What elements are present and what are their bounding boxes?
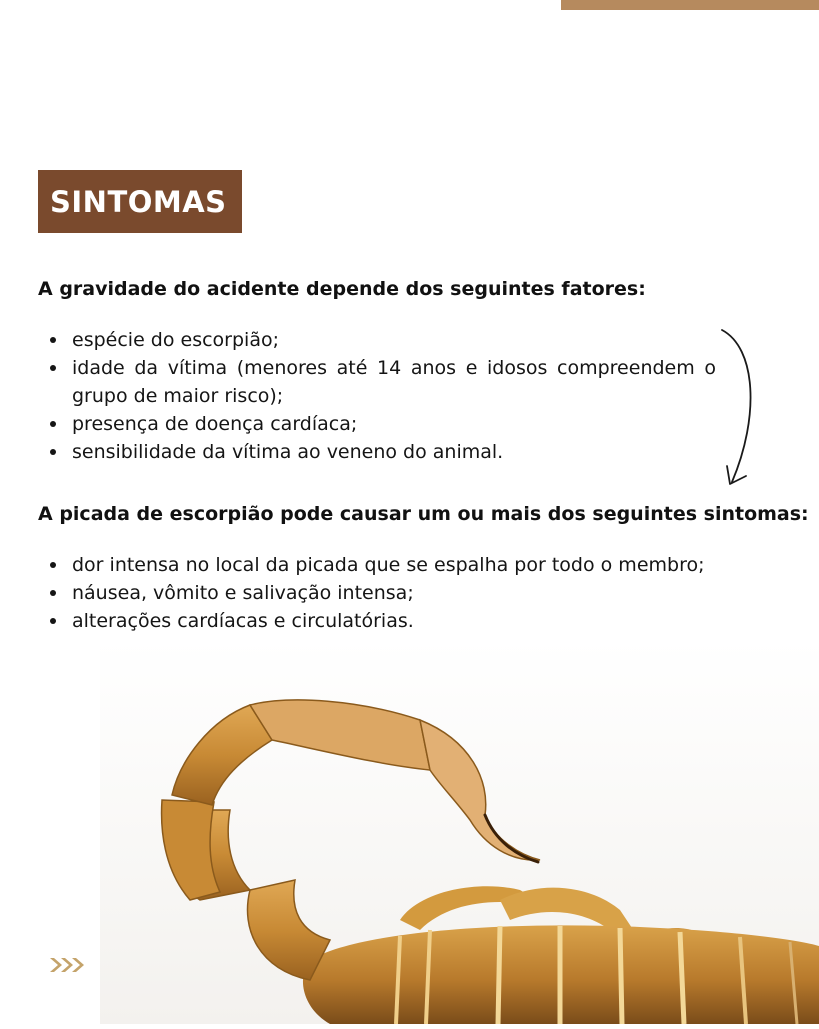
top-accent-bar — [561, 0, 819, 10]
curved-arrow-down-icon — [718, 326, 766, 491]
section1-heading: A gravidade do acidente depende dos seguintes fatores: — [38, 278, 646, 300]
list-item: alterações cardíacas e circulatórias. — [72, 607, 752, 635]
scorpion-photo — [100, 640, 819, 1024]
list-item: náusea, vômito e salivação intensa; — [72, 579, 752, 607]
page-title: SINTOMAS — [50, 184, 227, 219]
section2-heading: A picada de escorpião pode causar um ou mais dos seguintes sintomas: — [38, 503, 809, 525]
list-item: dor intensa no local da picada que se espalha por todo o membro; — [72, 551, 752, 579]
list-item: espécie do escorpião; — [72, 326, 716, 354]
triple-chevron-right-icon — [48, 956, 88, 974]
list-item: presença de doença cardíaca; — [72, 410, 716, 438]
title-banner — [38, 170, 242, 233]
symptoms-list — [38, 551, 752, 635]
list-item: idade da vítima (menores até 14 anos e idosos compreendem o grupo de maior risco); — [72, 354, 716, 410]
list-item: sensibilidade da vítima ao veneno do animal. — [72, 438, 716, 466]
factors-list — [38, 326, 716, 466]
